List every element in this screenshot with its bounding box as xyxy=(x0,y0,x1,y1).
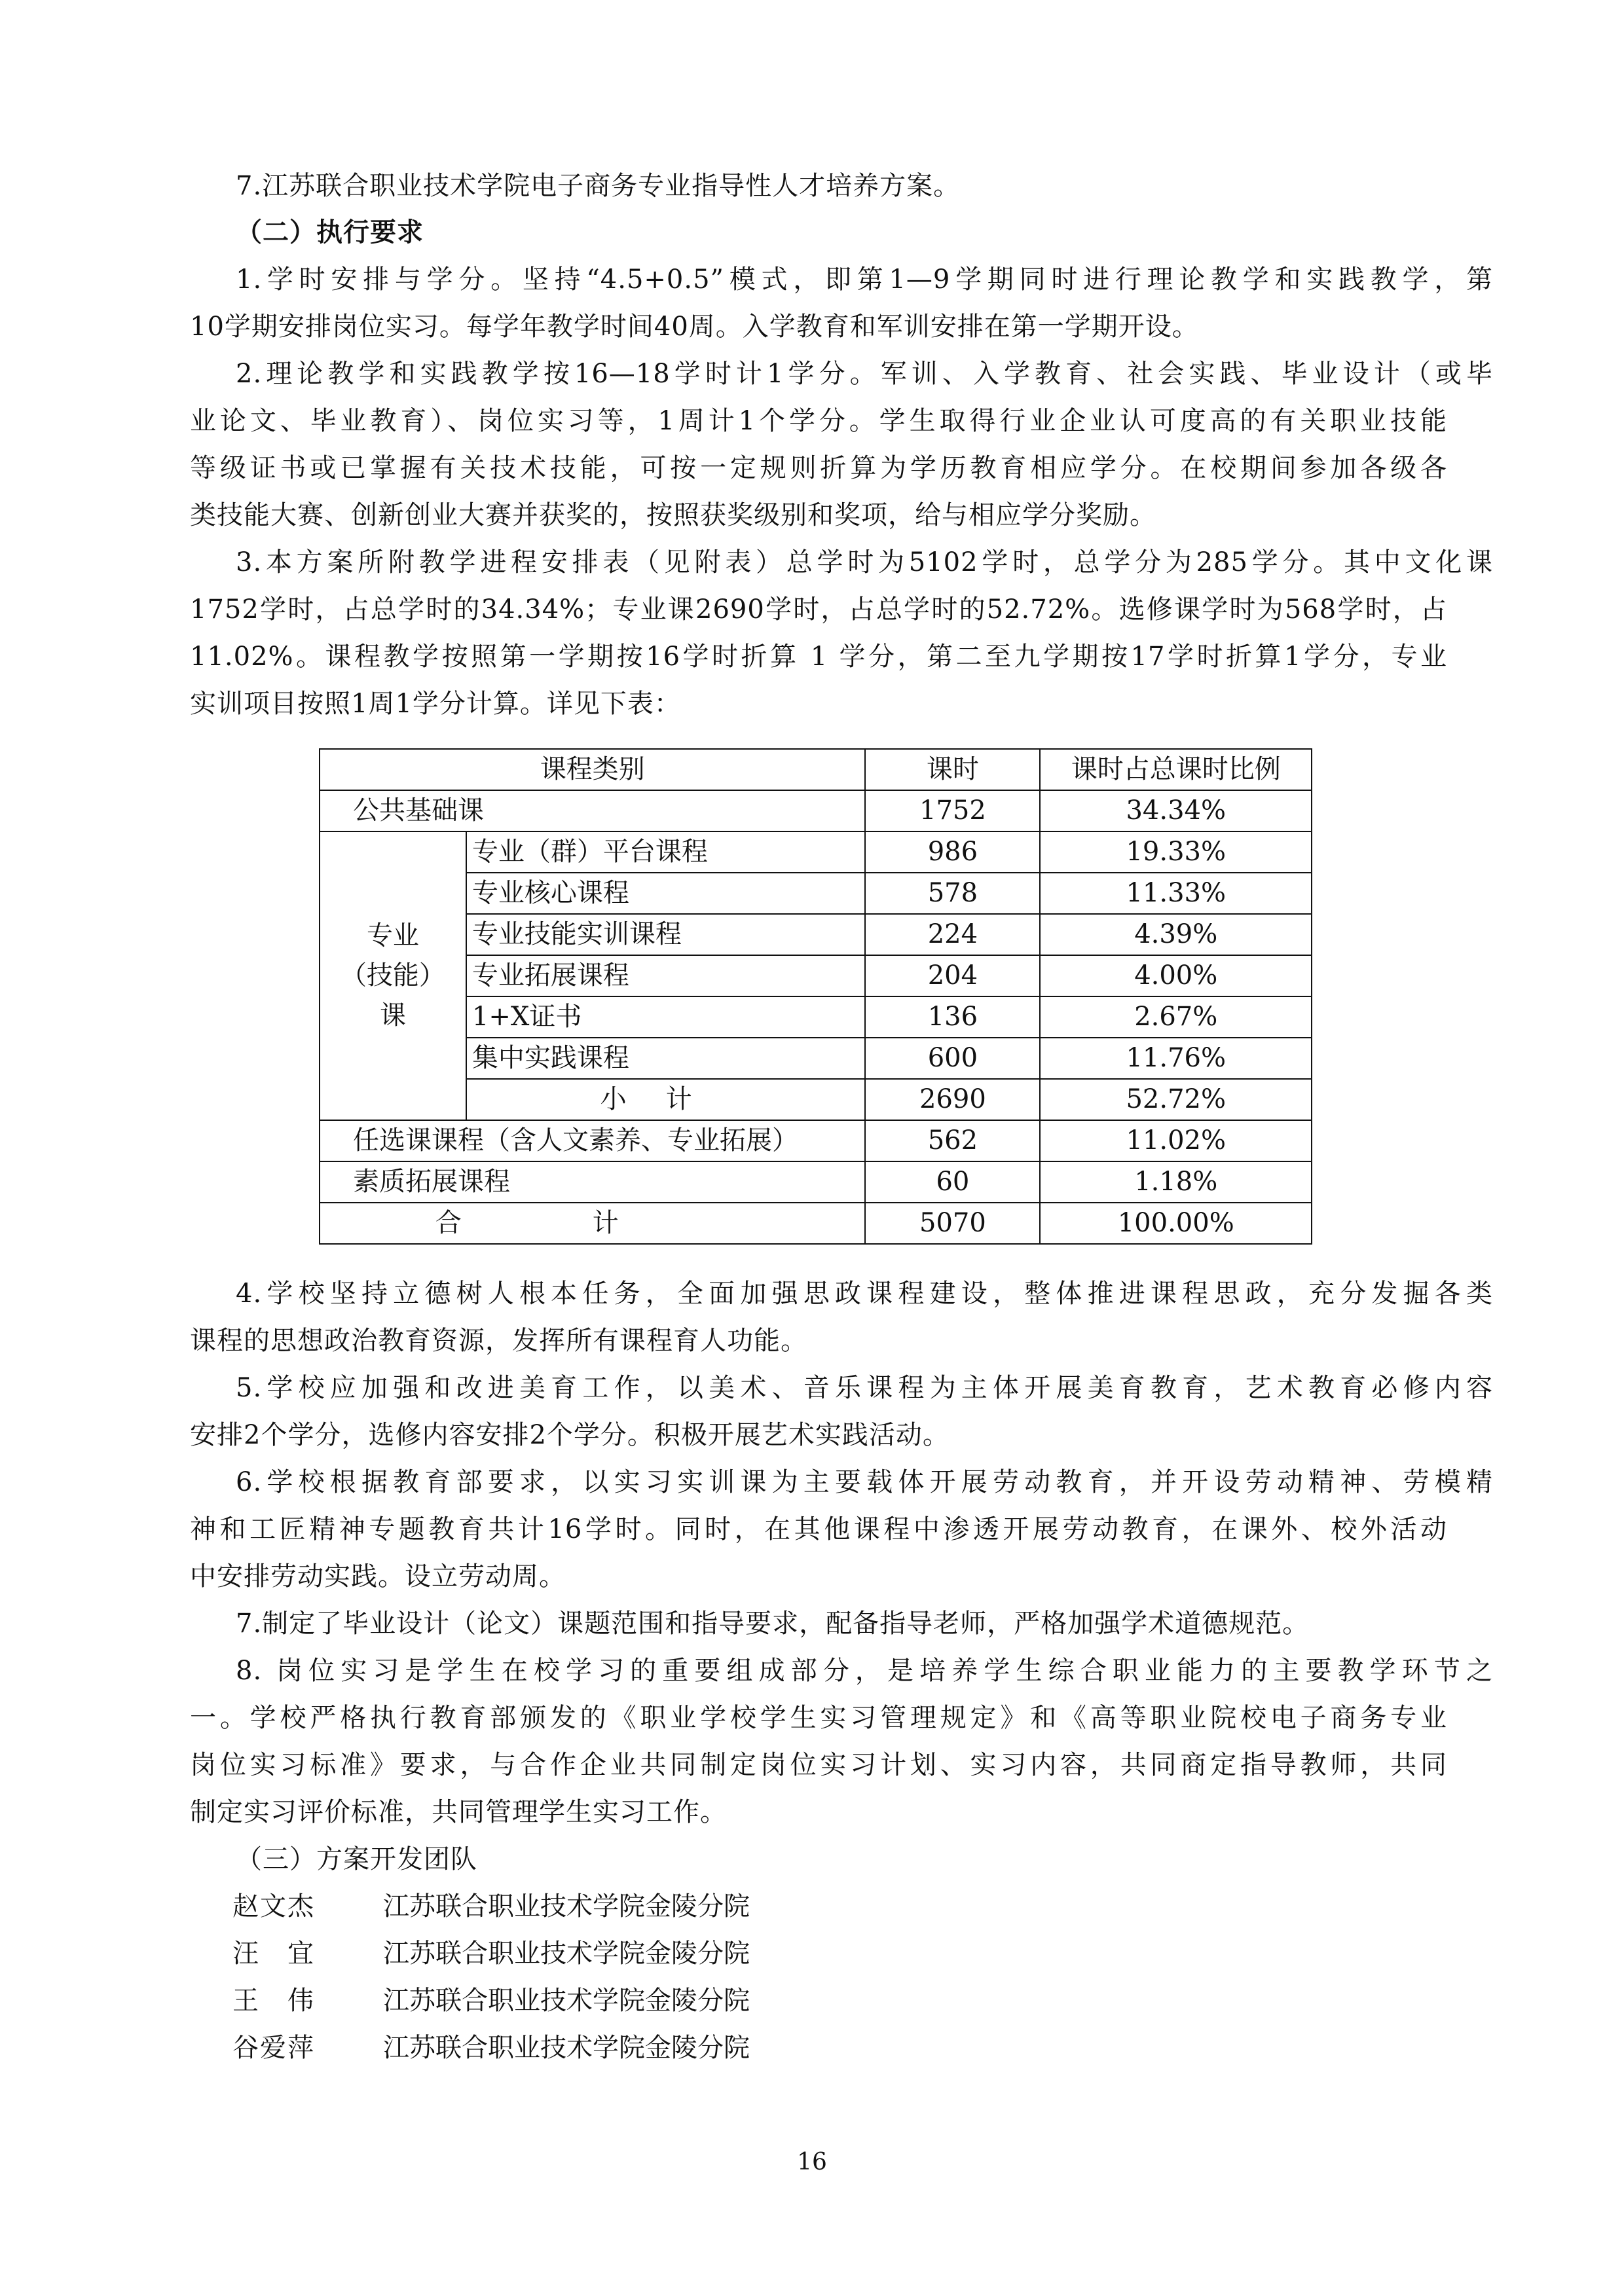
row-hours: 136 xyxy=(865,996,1040,1038)
row-hours: 60 xyxy=(865,1161,1040,1203)
paragraph-1-line: 1.学时安排与学分。坚持“4.5+0.5”模式，即第1—9学期同时进行理论教学和实践教学，第 xyxy=(236,264,1493,295)
row-label: 素质拓展课程 xyxy=(320,1161,865,1203)
team-member-name: 谷爱萍 xyxy=(232,2033,315,2063)
row-label: 1+X证书 xyxy=(466,996,866,1038)
table-row xyxy=(320,1161,1312,1203)
row-label: 集中实践课程 xyxy=(466,1038,866,1079)
paragraph-4-line: 4.学校坚持立德树人根本任务，全面加强思政课程建设，整体推进课程思政，充分发掘各类 xyxy=(236,1279,1493,1309)
section-heading-execution: （二）执行要求 xyxy=(236,217,424,247)
row-hours: 600 xyxy=(865,1038,1040,1079)
paragraph-2-line: 等级证书或已掌握有关技术技能，可按一定规则折算为学历教育相应学分。在校期间参加各级各 xyxy=(190,453,1447,483)
table-header-row xyxy=(320,749,1312,790)
paragraph-5-line: 安排2个学分，选修内容安排2个学分。积极开展艺术实践活动。 xyxy=(190,1420,950,1450)
table-row xyxy=(320,1120,1312,1161)
row-hours: 578 xyxy=(865,873,1040,914)
paragraph-6-line: 中安排劳动实践。设立劳动周。 xyxy=(190,1561,566,1592)
row-hours: 562 xyxy=(865,1120,1040,1161)
row-ratio: 52.72% xyxy=(1040,1079,1312,1120)
team-member-name: 王 伟 xyxy=(232,1986,315,2016)
row-ratio: 4.39% xyxy=(1040,914,1312,955)
table-row xyxy=(320,914,1312,955)
row-label: 公共基础课 xyxy=(320,790,865,831)
team-member xyxy=(232,1980,750,2022)
row-ratio: 11.02% xyxy=(1040,1120,1312,1161)
team-member-name: 赵文杰 xyxy=(232,1891,315,1922)
team-member-org: 江苏联合职业技术学院金陵分院 xyxy=(383,1939,750,1969)
paragraph-8-line: 一。学校严格执行教育部颁发的《职业学校学生实习管理规定》和《高等职业院校电子商务专业 xyxy=(190,1703,1447,1733)
major-group-line: （技能） xyxy=(340,960,445,991)
row-ratio: 11.76% xyxy=(1040,1038,1312,1079)
paragraph-2-line: 类技能大赛、创新创业大赛并获奖的，按照获奖级别和奖项，给与相应学分奖励。 xyxy=(190,500,1156,530)
table-row xyxy=(320,790,1312,831)
row-hours: 1752 xyxy=(865,790,1040,831)
team-member xyxy=(232,1933,750,1975)
paragraph-3-line: 1752学时，占总学时的34.34%；专业课2690学时，占总学时的52.72%。选修课学时为568学时，占 xyxy=(190,594,1447,625)
header-course-category: 课程类别 xyxy=(320,749,865,790)
row-hours: 986 xyxy=(865,831,1040,873)
table-row xyxy=(320,1038,1312,1079)
paragraph-1-line: 10学期安排岗位实习。每学年教学时间40周。入学教育和军训安排在第一学期开设。 xyxy=(190,312,1199,342)
paragraph-2-line: 2.理论教学和实践教学按16—18学时计1学分。军训、入学教育、社会实践、毕业设计（或毕 xyxy=(236,359,1493,389)
section-heading-team: （三）方案开发团队 xyxy=(236,1844,477,1874)
row-ratio: 2.67% xyxy=(1040,996,1312,1038)
row-label: 合计 xyxy=(320,1203,865,1244)
table-row xyxy=(320,996,1312,1038)
row-hours: 2690 xyxy=(865,1079,1040,1120)
paragraph-8-line: 制定实习评价标准，共同管理学生实习工作。 xyxy=(190,1797,727,1827)
table-row xyxy=(320,831,1312,873)
table-row-subtotal xyxy=(320,1079,1312,1120)
header-hours: 课时 xyxy=(865,749,1040,790)
row-ratio: 4.00% xyxy=(1040,955,1312,996)
paragraph-5-line: 5.学校应加强和改进美育工作，以美术、音乐课程为主体开展美育教育，艺术教育必修内容 xyxy=(236,1373,1493,1403)
paragraph-7-line: 7.制定了毕业设计（论文）课题范围和指导要求，配备指导老师，严格加强学术道德规范。 xyxy=(236,1609,1310,1639)
team-member-org: 江苏联合职业技术学院金陵分院 xyxy=(383,1986,750,2016)
row-hours: 204 xyxy=(865,955,1040,996)
team-member-org: 江苏联合职业技术学院金陵分院 xyxy=(383,2033,750,2063)
row-label: 小计 xyxy=(466,1079,866,1120)
table-row xyxy=(320,955,1312,996)
team-member-name: 汪 宜 xyxy=(232,1939,315,1969)
paragraph-8-line: 岗位实习标准》要求，与合作企业共同制定岗位实习计划、实习内容，共同商定指导教师，共同 xyxy=(190,1750,1447,1780)
paragraph-item-7: 7.江苏联合职业技术学院电子商务专业指导性人才培养方案。 xyxy=(236,171,961,201)
paragraph-3-line: 11.02%。课程教学按照第一学期按16学时折算 1 学分，第二至九学期按17学时折算1学分，专业 xyxy=(190,642,1447,672)
row-ratio: 34.34% xyxy=(1040,790,1312,831)
paragraph-8-line: 8. 岗位实习是学生在校学习的重要组成部分，是培养学生综合职业能力的主要教学环节之 xyxy=(236,1656,1493,1686)
row-label: 专业技能实训课程 xyxy=(466,914,866,955)
paragraph-3-line: 3.本方案所附教学进程安排表（见附表）总学时为5102学时，总学分为285学分。其中文化课 xyxy=(236,547,1493,577)
table-row xyxy=(320,873,1312,914)
major-group-line: 专业 xyxy=(366,920,419,951)
header-ratio: 课时占总课时比例 xyxy=(1040,749,1312,790)
paragraph-6-line: 6.学校根据教育部要求，以实习实训课为主要载体开展劳动教育，并开设劳动精神、劳模精 xyxy=(236,1467,1493,1497)
major-group-line: 课 xyxy=(379,1000,406,1030)
course-hours-table xyxy=(319,748,1312,1245)
team-member xyxy=(232,1886,750,1927)
row-label: 专业（群）平台课程 xyxy=(466,831,866,873)
row-hours: 224 xyxy=(865,914,1040,955)
page-number: 16 xyxy=(797,2149,827,2176)
row-label: 专业拓展课程 xyxy=(466,955,866,996)
paragraph-6-line: 神和工匠精神专题教育共计16学时。同时，在其他课程中渗透开展劳动教育，在课外、校外活动 xyxy=(190,1514,1447,1544)
team-member xyxy=(232,2027,750,2069)
paragraph-2-line: 业论文、毕业教育）、岗位实习等，1周计1个学分。学生取得行业企业认可度高的有关职业技能 xyxy=(190,406,1447,436)
row-label: 任选课课程（含人文素养、专业拓展） xyxy=(320,1120,865,1161)
row-ratio: 1.18% xyxy=(1040,1161,1312,1203)
row-ratio: 100.00% xyxy=(1040,1203,1312,1244)
team-member-org: 江苏联合职业技术学院金陵分院 xyxy=(383,1891,750,1922)
row-hours: 5070 xyxy=(865,1203,1040,1244)
row-label: 专业核心课程 xyxy=(466,873,866,914)
row-ratio: 11.33% xyxy=(1040,873,1312,914)
row-ratio: 19.33% xyxy=(1040,831,1312,873)
paragraph-4-line: 课程的思想政治教育资源，发挥所有课程育人功能。 xyxy=(190,1326,807,1356)
table-row-total xyxy=(320,1203,1312,1244)
major-group-label xyxy=(320,831,466,1120)
paragraph-3-line: 实训项目按照1周1学分计算。详见下表： xyxy=(190,689,681,719)
